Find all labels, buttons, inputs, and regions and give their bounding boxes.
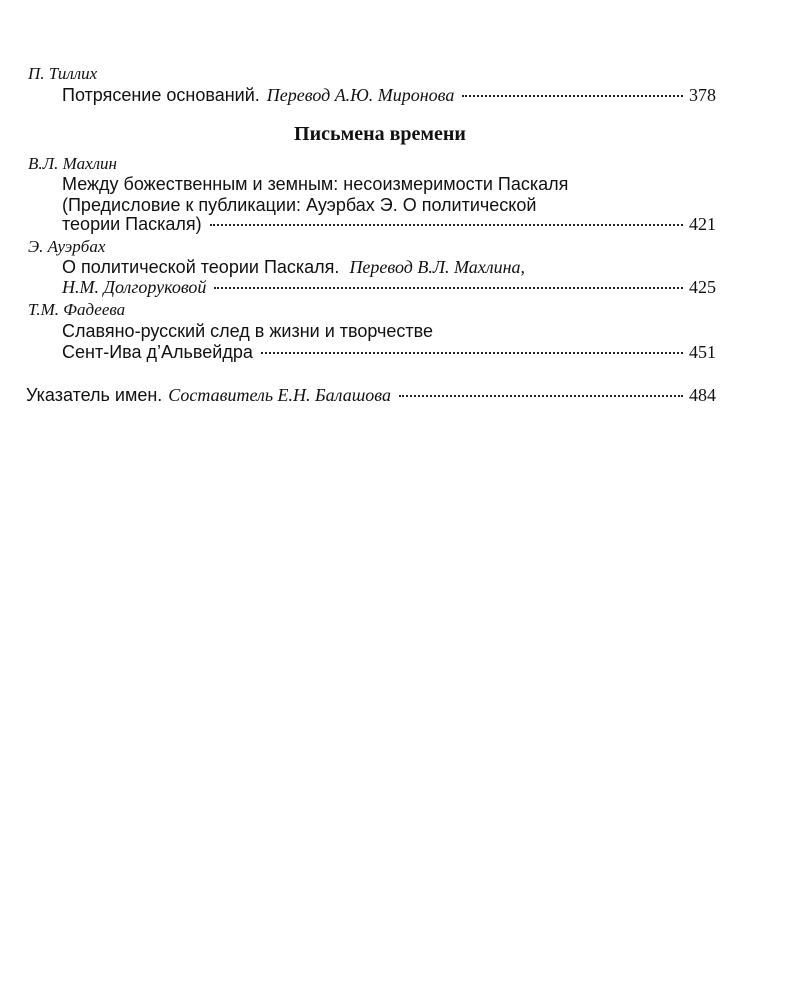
dot-leader bbox=[261, 352, 683, 354]
toc-entry[interactable] bbox=[62, 213, 716, 235]
entry-title-line: (Предисловие к публикации: Ауэрбах Э. О политической bbox=[62, 195, 537, 215]
toc-entry[interactable] bbox=[62, 84, 716, 106]
entry-translator: Н.М. Долгоруковой bbox=[62, 277, 207, 297]
dot-leader bbox=[214, 287, 683, 289]
page-number: 378 bbox=[689, 85, 716, 105]
entry-title: Указатель имен. bbox=[26, 385, 163, 405]
entry-title: Потрясение оснований. bbox=[62, 85, 260, 105]
page-number: 425 bbox=[689, 277, 716, 297]
entry-title-line: Между божественным и земным: несоизмеримости Паскаля bbox=[62, 174, 569, 194]
page-number: 451 bbox=[689, 342, 716, 362]
dot-leader bbox=[399, 395, 683, 397]
toc-entry[interactable] bbox=[62, 276, 716, 298]
toc-entry-index[interactable] bbox=[26, 384, 716, 406]
page-number: 484 bbox=[689, 385, 716, 405]
entry-translator: Перевод А.Ю. Миронова bbox=[266, 85, 455, 105]
dot-leader bbox=[462, 95, 683, 97]
entry-author: П. Тиллих bbox=[28, 64, 98, 83]
entry-title-line: Славяно-русский след в жизни и творчестве bbox=[62, 321, 433, 341]
section-heading: Письмена времени bbox=[294, 123, 466, 145]
toc-entry[interactable] bbox=[62, 341, 716, 363]
entry-author: Э. Ауэрбах bbox=[28, 237, 106, 256]
entry-author: Т.М. Фадеева bbox=[28, 300, 126, 319]
entry-title-line: Сент-Ива д’Альвейдра bbox=[62, 342, 253, 362]
entry-title: О политической теории Паскаля. bbox=[62, 257, 340, 277]
entry-translator: Перевод В.Л. Махлина, bbox=[349, 257, 526, 277]
page-number: 421 bbox=[689, 214, 716, 234]
dot-leader bbox=[210, 224, 683, 226]
entry-title-line: теории Паскаля) bbox=[62, 214, 202, 234]
entry-title-line bbox=[62, 256, 525, 278]
entry-compiler: Составитель Е.Н. Балашова bbox=[168, 385, 391, 405]
entry-author: В.Л. Махлин bbox=[28, 154, 117, 173]
